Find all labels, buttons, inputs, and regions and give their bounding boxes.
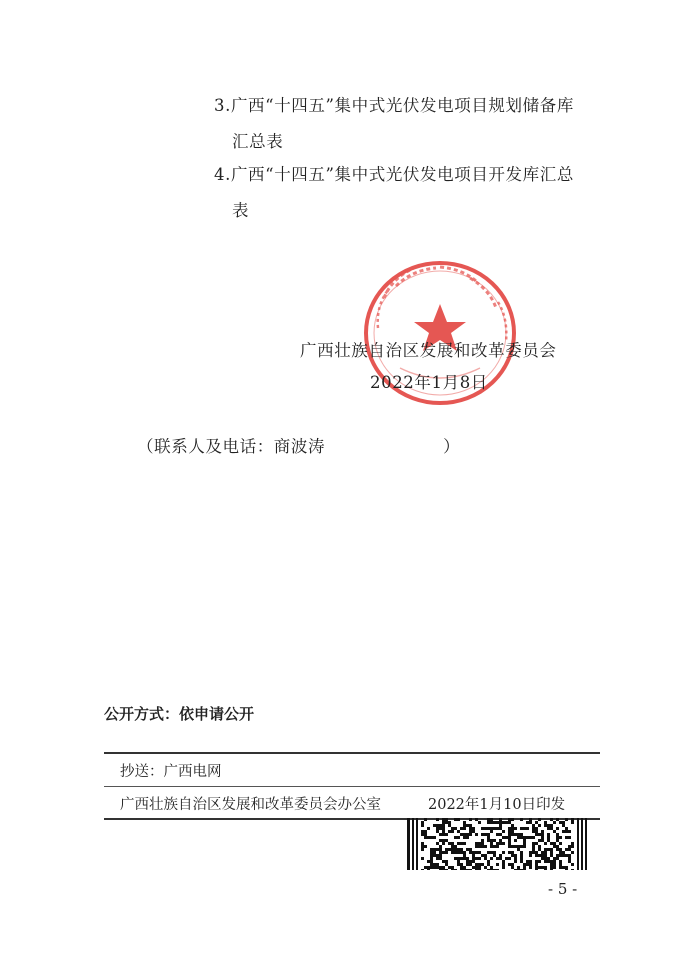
barcode-icon xyxy=(407,818,587,870)
attachment-3-line1: 3.广西“十四五”集中式光伏发电项目规划储备库 xyxy=(214,96,574,115)
footer-rule-middle xyxy=(104,786,600,787)
attachment-4-line1: 4.广西“十四五”集中式光伏发电项目开发库汇总 xyxy=(214,165,574,184)
issuing-office: 广西壮族自治区发展和改革委员会办公室 xyxy=(120,797,381,813)
attachment-4-line2: 表 xyxy=(232,201,250,220)
attachment-3-line2: 汇总表 xyxy=(232,132,284,151)
contact-close: ） xyxy=(443,437,461,456)
print-date: 2022年1月10日印发 xyxy=(428,797,566,813)
issuer-name: 广西壮族自治区发展和改革委员会 xyxy=(300,341,557,360)
disclosure-method: 公开方式：依申请公开 xyxy=(104,705,255,723)
cc-line: 抄送：广西电网 xyxy=(120,764,222,780)
issue-date: 2022年1月8日 xyxy=(370,373,488,392)
page-number: - 5 - xyxy=(548,880,578,898)
contact-line xyxy=(137,436,460,458)
footer-rule-top xyxy=(104,752,600,754)
contact-label: （联系人及电话：商波涛 xyxy=(137,437,326,456)
